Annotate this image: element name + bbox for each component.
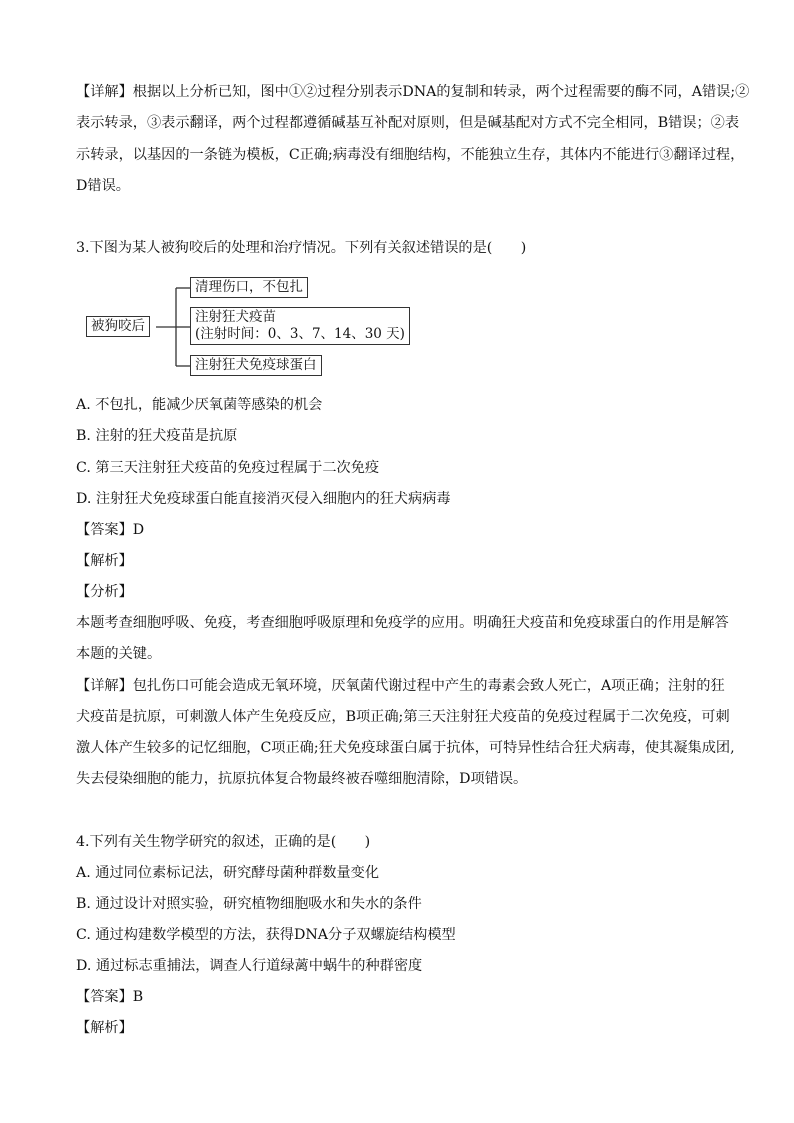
vaccine-schedule: (注射时间：0、3、7、14、30 天) xyxy=(195,326,405,342)
q3-option-a: A. 不包扎，能减少厌氧菌等感染的机会 xyxy=(76,397,323,413)
diagram-branch-immunoglobulin: 注射狂犬免疫球蛋白 xyxy=(190,355,322,376)
q3-analysis-line-2: 本题的关键。 xyxy=(76,646,162,662)
q3-detail-line-1: 【详解】包扎伤口可能会造成无氧环境，厌氧菌代谢过程中产生的毒素会致人死亡，A项正确；注射的狂 xyxy=(76,678,725,694)
question-4-stem: 4.下列有关生物学研究的叙述，正确的是( ) xyxy=(76,834,371,850)
q4-option-a: A. 通过同位素标记法，研究酵母菌种群数量变化 xyxy=(76,865,380,881)
explanation-line-2: 表示转录，③表示翻译，两个过程都遵循碱基互补配对原则，但是碱基配对方式不完全相同，B错误；②表 xyxy=(76,115,740,131)
q4-option-b: B. 通过设计对照实验，研究植物细胞吸水和失水的条件 xyxy=(76,896,422,912)
dog-bite-treatment-diagram xyxy=(86,272,406,384)
diagram-branch-clean-wound: 清理伤口，不包扎 xyxy=(190,277,308,298)
q4-option-c: C. 通过构建数学模型的方法，获得DNA分子双螺旋结构模型 xyxy=(76,927,456,943)
explanation-line-4: D错误。 xyxy=(76,178,130,194)
q4-option-d: D. 通过标志重捕法，调查人行道绿蓠中蜗牛的种群密度 xyxy=(76,958,423,974)
q3-analysis-line-1: 本题考查细胞呼吸、免疫，考查细胞呼吸原理和免疫学的应用。明确狂犬疫苗和免疫球蛋白的作用是解答 xyxy=(76,615,729,631)
q3-detail-line-2: 犬疫苗是抗原，可刺激人体产生免疫反应，B项正确;第三天注射狂犬疫苗的免疫过程属于二次免疫，可刺 xyxy=(76,709,730,725)
q3-detail-line-4: 失去侵染细胞的能力，抗原抗体复合物最终被吞噬细胞清除，D项错误。 xyxy=(76,771,528,787)
vaccine-label: 注射狂犬疫苗 xyxy=(195,309,276,325)
question-3-stem: 3.下图为某人被狗咬后的处理和治疗情况。下列有关叙述错误的是( ) xyxy=(76,240,527,256)
explanation-line-3: 示转录，以基因的一条链为模板，C正确;病毒没有细胞结构，不能独立生存，其体内不能进行③翻译过程， xyxy=(76,147,745,163)
q3-analysis-heading: 【解析】 xyxy=(76,553,133,569)
q3-detail-line-3: 激人体产生较多的记忆细胞，C项正确;狂犬免疫球蛋白属于抗体，可特异性结合狂犬病毒，使其凝集成团, xyxy=(76,740,735,756)
q3-analysis-subheading: 【分析】 xyxy=(76,584,133,600)
diagram-branch-vaccine xyxy=(190,307,410,345)
q4-analysis-heading: 【解析】 xyxy=(76,1020,133,1036)
diagram-root-box: 被狗咬后 xyxy=(86,316,150,337)
q3-answer: 【答案】D xyxy=(76,522,145,538)
explanation-line-1: 【详解】根据以上分析已知，图中①②过程分别表示DNA的复制和转录，两个过程需要的酶不同，A错误;② xyxy=(76,84,750,100)
q3-option-b: B. 注射的狂犬疫苗是抗原 xyxy=(76,428,238,444)
q3-option-d: D. 注射狂犬免疫球蛋白能直接消灭侵入细胞内的狂犬病病毒 xyxy=(76,491,451,507)
q4-answer: 【答案】B xyxy=(76,989,144,1005)
q3-option-c: C. 第三天注射狂犬疫苗的免疫过程属于二次免疫 xyxy=(76,460,380,476)
